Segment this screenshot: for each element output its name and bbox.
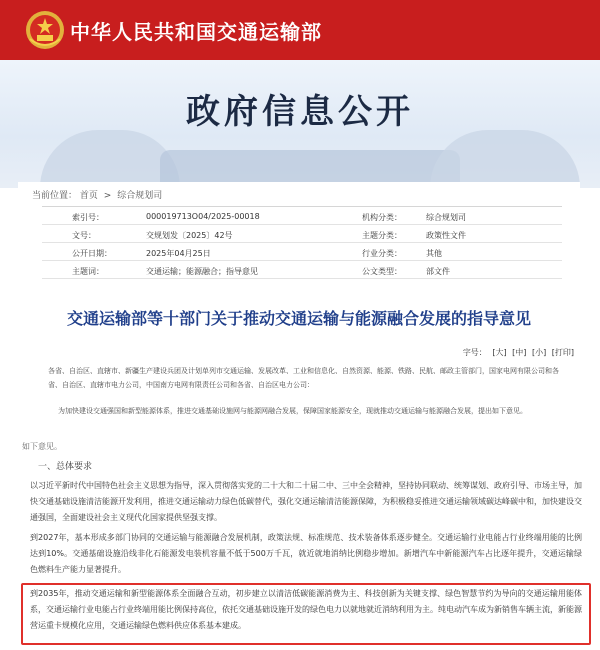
font-size-large-link[interactable]: [大] — [492, 348, 507, 357]
meta-key: 行业分类： — [362, 249, 402, 258]
meta-key: 主题词： — [72, 267, 104, 276]
meta-key: 机构分类： — [362, 213, 402, 222]
meta-value: 000019713O04/2025-00018 — [146, 212, 260, 221]
national-emblem-icon[interactable] — [24, 9, 66, 51]
meta-key: 索引号： — [72, 213, 104, 222]
print-link[interactable]: [打印] — [551, 348, 574, 357]
document-meta-table — [42, 206, 562, 279]
document-title: 交通运输部等十部门关于推动交通运输与能源融合发展的指导意见 — [66, 309, 531, 328]
paragraph: 到2027年，基本形成多部门协同的交通运输与能源融合发展机制，政策法规、标准规范、技术装备体系逐步健全。交通运输行业电能占行业终端用能的比例达到10%。交通基础设施沿线非化石能源发电装机容量不低于500万千瓦，就近就地消纳比例稳步增加。新增汽车中新能源汽车占比逐年提升，交通运输绿色燃料生产能力显著提升。 — [30, 533, 582, 574]
document-panel — [18, 182, 580, 440]
breadcrumb-item-planning[interactable]: 综合规划司 — [117, 191, 163, 201]
highlight-box — [21, 583, 591, 645]
meta-key: 文号： — [72, 231, 96, 240]
breadcrumb-label: 当前位置： — [32, 191, 78, 201]
font-size-medium-link[interactable]: [中] — [512, 348, 527, 357]
breadcrumb-item-home[interactable]: 首页 — [79, 191, 98, 201]
recipients-text: 各省、自治区、直辖市、新疆生产建设兵团及计划单列市交通运输、发展改革、工业和信息化、自然资源、能源、铁路、民航、邮政主管部门，国家电网有限公司和各省、自治区、直辖市电力公司，中国南方电网有限责任公司和各省、自治区电力公司： — [48, 367, 559, 389]
meta-key: 公开日期： — [72, 249, 112, 258]
font-size-label: 字号： — [462, 348, 487, 357]
banner — [0, 60, 600, 188]
meta-value: 交规划发〔2025〕42号 — [146, 231, 233, 240]
font-size-small-link[interactable]: [小] — [531, 348, 547, 357]
meta-key: 公文类型： — [362, 267, 402, 276]
meta-row — [42, 261, 562, 279]
font-size-controls — [460, 347, 574, 358]
meta-row — [42, 225, 562, 243]
meta-value: 交通运输；能源融合；指导意见 — [146, 267, 258, 276]
partial-line: 如下意见。 — [22, 442, 62, 451]
site-header — [0, 0, 600, 60]
meta-value: 综合规划司 — [426, 213, 466, 222]
breadcrumb-separator: > — [103, 191, 112, 201]
meta-key: 主题分类： — [362, 231, 402, 240]
meta-row — [42, 243, 562, 261]
meta-value: 政策性文件 — [426, 231, 466, 240]
banner-title: 政府信息公开 — [186, 92, 414, 132]
paragraph-highlighted: 到2035年，推动交通运输和新型能源体系全面融合互动，初步建立以清洁低碳能源消费为主、科技创新为关键支撑、绿色智慧节约为导向的交通运输用能体系，交通运输行业电能占行业终端用能比例保持高位，依托交通基础设施开发的绿色电力以就地就近消纳利用为主。纯电动汽车成为新销售车辆主流，新能源营运重卡规模化应用，交通运输绿色燃料供应体系基本建成。 — [30, 589, 582, 630]
breadcrumb — [32, 188, 162, 201]
intro-text: 为加快建设交通强国和新型能源体系，推进交通基础设施网与能源网融合发展，保障国家能源安全，现就推动交通运输与能源融合发展，提出如下意见。 — [58, 407, 527, 415]
building-silhouette — [40, 130, 180, 188]
meta-value: 其他 — [426, 249, 442, 258]
ministry-name[interactable]: 中华人民共和国交通运输部 — [70, 20, 322, 44]
meta-value: 2025年04月25日 — [146, 249, 211, 258]
meta-row — [42, 207, 562, 225]
building-silhouette — [430, 130, 580, 188]
meta-value: 部文件 — [426, 267, 450, 276]
section-heading: 一、总体要求 — [38, 462, 93, 472]
paragraph: 以习近平新时代中国特色社会主义思想为指导，深入贯彻落实党的二十大和二十届二中、三中全会精神，坚持协同联动、统筹谋划、政府引导、市场主导，加快交通基础设施清洁能源开发利用，推进交通运输动力绿色低碳替代，强化交通运输清洁能源保障，为积极稳妥推进交通运输领域碳达峰碳中和，加快建设交通强国，全面建设社会主义现代化国家提供坚强支撑。 — [30, 481, 582, 522]
